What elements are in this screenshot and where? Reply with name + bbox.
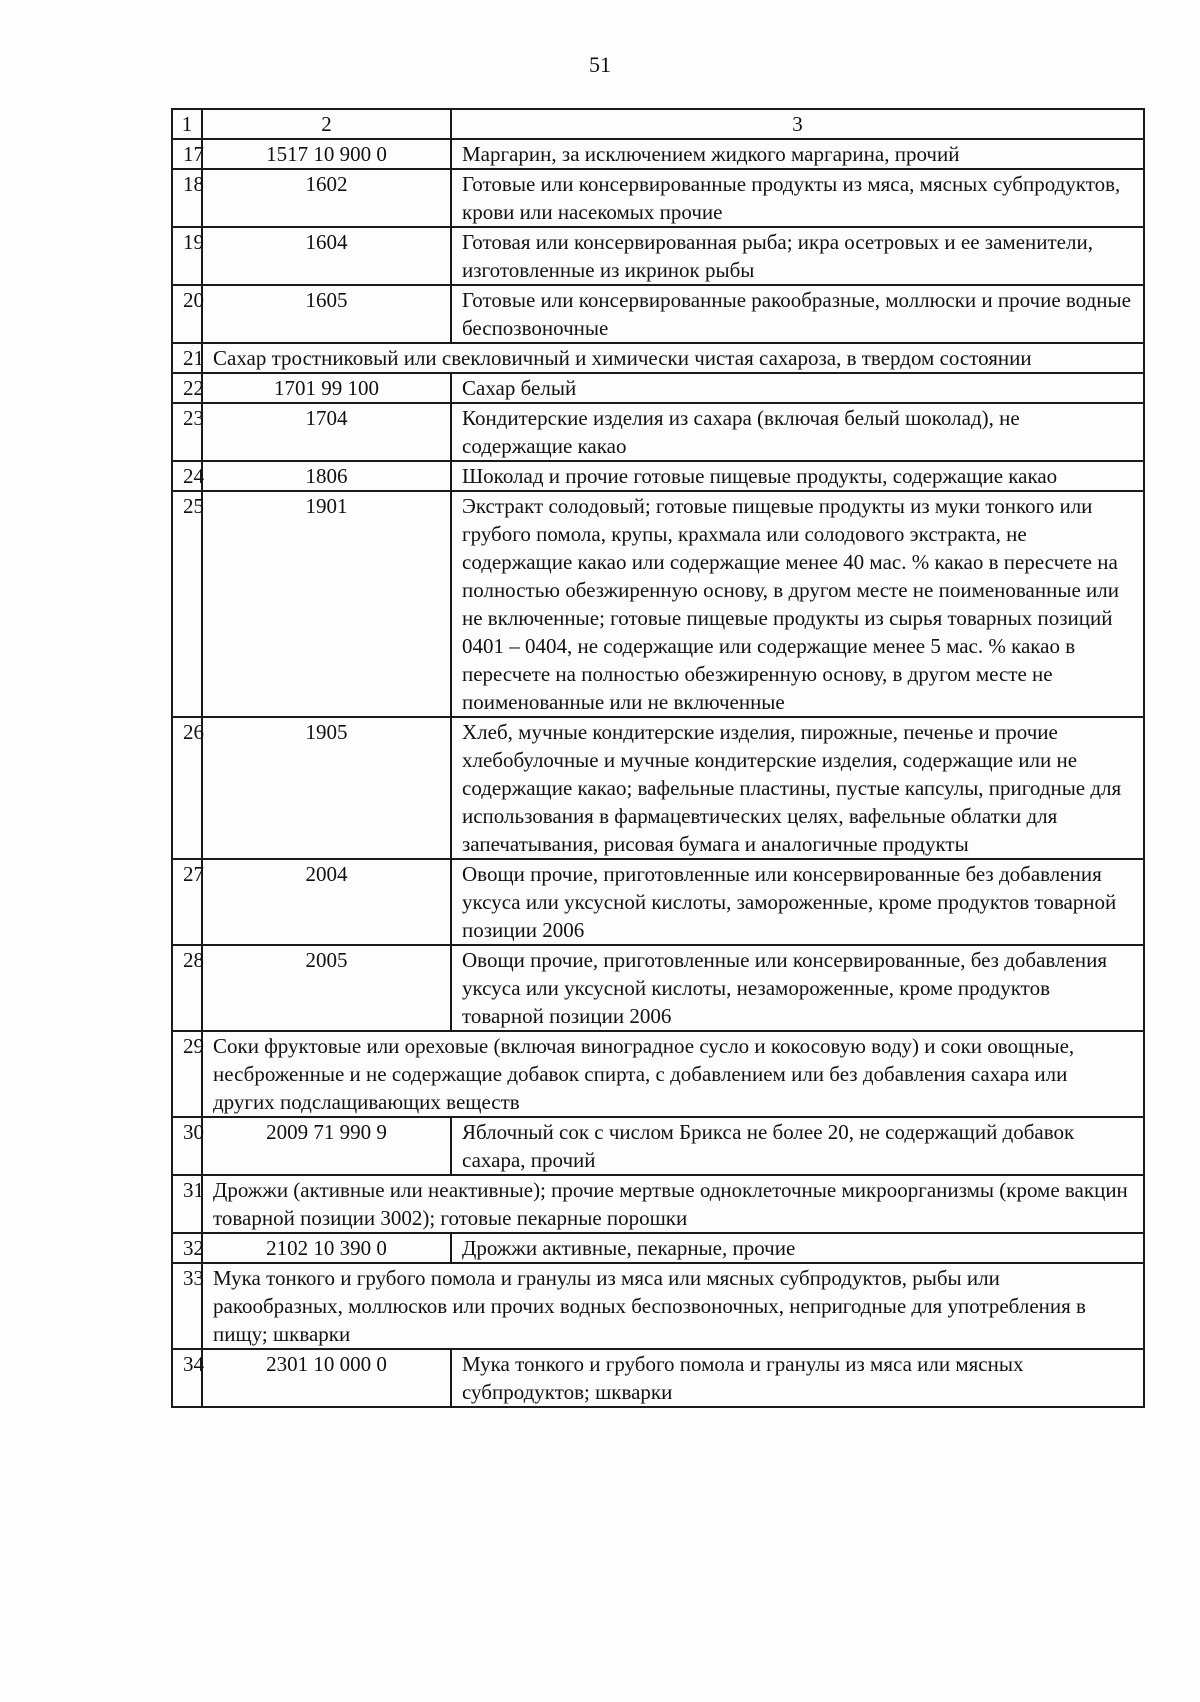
row-number: 28 <box>172 945 202 1031</box>
row-number: 26 <box>172 717 202 859</box>
table-row <box>172 1349 1144 1407</box>
row-code: 2102 10 390 0 <box>202 1233 451 1263</box>
row-code: 1701 99 100 <box>202 373 451 403</box>
row-code: 2301 10 000 0 <box>202 1349 451 1407</box>
row-code: 2004 <box>202 859 451 945</box>
row-group-heading: Сахар тростниковый или свекловичный и химически чистая сахароза, в твердом состоянии <box>202 343 1144 373</box>
table-row <box>172 1031 1144 1117</box>
page-number: 51 <box>589 52 611 77</box>
row-number: 19 <box>172 227 202 285</box>
row-number: 17 <box>172 139 202 169</box>
header-cell-3: 3 <box>451 109 1144 139</box>
row-number: 34 <box>172 1349 202 1407</box>
row-code: 1806 <box>202 461 451 491</box>
table-body <box>172 109 1144 1407</box>
row-description: Овощи прочие, приготовленные или консервированные, без добавления уксуса или уксусной кислоты, незамороженные, кроме продуктов товарной позиции 2006 <box>451 945 1144 1031</box>
row-number: 33 <box>172 1263 202 1349</box>
row-description: Маргарин, за исключением жидкого маргарина, прочий <box>451 139 1144 169</box>
table-row <box>172 1117 1144 1175</box>
row-code: 2005 <box>202 945 451 1031</box>
table-row <box>172 1175 1144 1233</box>
row-description: Экстракт солодовый; готовые пищевые продукты из муки тонкого или грубого помола, крупы, крахмала или солодового экстракта, не содержащие какао или содержащие менее 40 мас. % какао в пересчете на полностью обезжиренную основу, в другом месте не поименованные или не включенные; готовые пищевые продукты из сырья товарных позиций 0401 – 0404, не содержащие или содержащие менее 5 мас. % какао в пересчете на полностью обезжиренную основу, в другом месте не поименованные или не включенные <box>451 491 1144 717</box>
row-description: Хлеб, мучные кондитерские изделия, пирожные, печенье и прочие хлебобулочные и мучные кондитерские изделия, содержащие или не содержащие какао; вафельные пластины, пустые капсулы, пригодные для использования в фармацевтических целях, вафельные облатки для запечатывания, рисовая бумага и аналогичные продукты <box>451 717 1144 859</box>
table-row <box>172 461 1144 491</box>
row-group-heading: Дрожжи (активные или неактивные); прочие мертвые одноклеточные микроорганизмы (кроме вакцин товарной позиции 3002); готовые пекарные порошки <box>202 1175 1144 1233</box>
row-code: 1517 10 900 0 <box>202 139 451 169</box>
row-code: 2009 71 990 9 <box>202 1117 451 1175</box>
row-number: 21 <box>172 343 202 373</box>
row-code: 1604 <box>202 227 451 285</box>
header-cell-1: 1 <box>172 109 202 139</box>
goods-table <box>171 108 1145 1408</box>
table-row <box>172 491 1144 717</box>
row-number: 18 <box>172 169 202 227</box>
header-cell-2: 2 <box>202 109 451 139</box>
row-description: Готовая или консервированная рыба; икра осетровых и ее заменители, изготовленные из икринок рыбы <box>451 227 1144 285</box>
table-row <box>172 1263 1144 1349</box>
table-row <box>172 227 1144 285</box>
row-description: Готовые или консервированные ракообразные, моллюски и прочие водные беспозвоночные <box>451 285 1144 343</box>
row-number: 23 <box>172 403 202 461</box>
table-row <box>172 285 1144 343</box>
row-number: 24 <box>172 461 202 491</box>
row-description: Дрожжи активные, пекарные, прочие <box>451 1233 1144 1263</box>
row-number: 25 <box>172 491 202 717</box>
table-row <box>172 403 1144 461</box>
row-group-heading: Мука тонкого и грубого помола и гранулы из мяса или мясных субпродуктов, рыбы или ракообразных, моллюсков или прочих водных беспозвоночных, непригодные для употребления в пищу; шкварки <box>202 1263 1144 1349</box>
row-description: Яблочный сок с числом Брикса не более 20, не содержащий добавок сахара, прочий <box>451 1117 1144 1175</box>
row-number: 27 <box>172 859 202 945</box>
row-description: Шоколад и прочие готовые пищевые продукты, содержащие какао <box>451 461 1144 491</box>
row-number: 29 <box>172 1031 202 1117</box>
table-row <box>172 859 1144 945</box>
row-number: 31 <box>172 1175 202 1233</box>
table-row <box>172 139 1144 169</box>
table-row <box>172 945 1144 1031</box>
row-code: 1905 <box>202 717 451 859</box>
row-number: 20 <box>172 285 202 343</box>
row-code: 1901 <box>202 491 451 717</box>
table-row <box>172 373 1144 403</box>
row-number: 22 <box>172 373 202 403</box>
table-row <box>172 1233 1144 1263</box>
row-description: Сахар белый <box>451 373 1144 403</box>
row-code: 1605 <box>202 285 451 343</box>
table-row <box>172 169 1144 227</box>
row-number: 32 <box>172 1233 202 1263</box>
row-description: Овощи прочие, приготовленные или консервированные без добавления уксуса или уксусной кислоты, замороженные, кроме продуктов товарной позиции 2006 <box>451 859 1144 945</box>
row-number: 30 <box>172 1117 202 1175</box>
table-header-row <box>172 109 1144 139</box>
table-row <box>172 717 1144 859</box>
row-code: 1602 <box>202 169 451 227</box>
table-row <box>172 343 1144 373</box>
row-group-heading: Соки фруктовые или ореховые (включая виноградное сусло и кокосовую воду) и соки овощные, несброженные и не содержащие добавок спирта, с добавлением или без добавления сахара или других подслащивающих веществ <box>202 1031 1144 1117</box>
row-description: Готовые или консервированные продукты из мяса, мясных субпродуктов, крови или насекомых прочие <box>451 169 1144 227</box>
row-description: Мука тонкого и грубого помола и гранулы из мяса или мясных субпродуктов; шкварки <box>451 1349 1144 1407</box>
row-description: Кондитерские изделия из сахара (включая белый шоколад), не содержащие какао <box>451 403 1144 461</box>
row-code: 1704 <box>202 403 451 461</box>
